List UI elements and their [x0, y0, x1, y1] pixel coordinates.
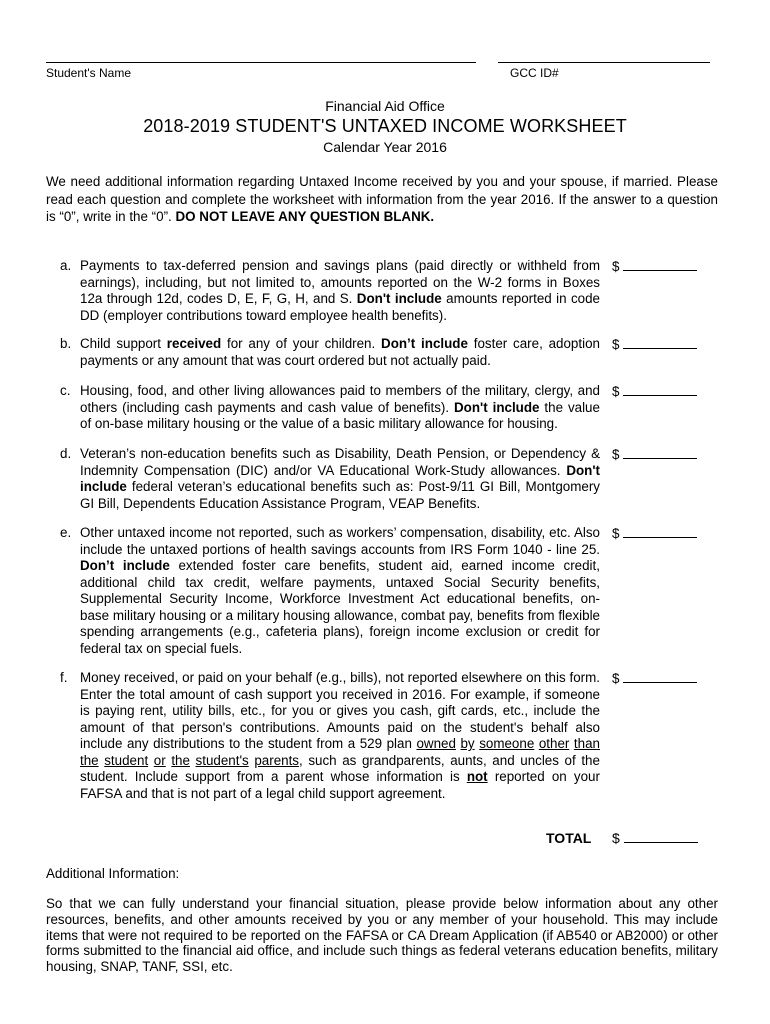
item-letter: a.: [60, 258, 72, 273]
item-f-underline: or: [153, 752, 166, 768]
item-b-part1: Child support: [80, 336, 161, 351]
item-c-amount[interactable]: [612, 383, 697, 401]
item-c-text: [80, 383, 600, 433]
student-name-label: Student's Name: [46, 66, 132, 80]
amount-blank[interactable]: [623, 525, 697, 538]
office-name: Financial Aid Office: [325, 98, 445, 114]
item-f-underline: someone: [479, 736, 535, 751]
gcc-id-label: GCC ID#: [510, 66, 559, 80]
dollar-sign: $: [612, 830, 620, 846]
item-b-received: received: [166, 336, 222, 351]
amount-blank[interactable]: [623, 258, 697, 271]
dollar-sign: $: [612, 671, 620, 686]
item-letter: d.: [60, 446, 72, 461]
item-f-part1: Money received, or paid on your behalf (e.g., bills), not reported elsewhere on this form. Enter the total amount of cash support you received in 2016. For example, if someone is paying rent, utility bills, etc., for you or gives you cash, gift cards, etc., include the amount of that person's contributions. Amounts paid on the student's behalf also include any distributions to the student from a 529 plan: [80, 670, 600, 751]
item-c-part2: the value of on-base military housing or the value of a basic military allowance for housing.: [80, 399, 600, 431]
item-b-part2: for any of your children.: [226, 336, 376, 351]
item-letter: e.: [60, 525, 72, 540]
item-d-amount[interactable]: [612, 446, 697, 464]
item-e-amount[interactable]: [612, 525, 697, 543]
dollar-sign: $: [612, 384, 620, 399]
additional-info-heading: Additional Information:: [46, 866, 180, 881]
worksheet-title: 2018-2019 STUDENT'S UNTAXED INCOME WORKSHEET: [143, 116, 627, 136]
item-f-underline: by: [460, 736, 475, 751]
item-f-not: not: [466, 769, 488, 784]
item-f-underline: other: [538, 736, 570, 751]
additional-info-text: So that we can fully understand your financial situation, please provide below information about any other resources, benefits, and other amounts received by you or any member of your household. This may include items that were not required to be reported on the FAFSA or CA Dream Application (if AB540 or AB2000) or other forms submitted to the financial aid office, and include such things as federal veterans education benefits, military housing, SNAP, TANF, SSI, etc.: [46, 896, 718, 975]
item-d-part1: Veteran’s non-education benefits such as Disability, Death Pension, or Dependency & Indemnity Compensation (DIC) and/or VA Educational Work-Study allowances.: [80, 446, 600, 478]
item-a-exclusion: Don't include: [356, 291, 442, 306]
item-f-underline: the: [171, 752, 190, 768]
amount-blank[interactable]: [623, 446, 697, 459]
item-f-underline: student: [104, 752, 149, 768]
item-letter: f.: [60, 670, 68, 685]
dollar-sign: $: [612, 447, 620, 462]
item-b: [60, 336, 600, 369]
item-e-part1: Other untaxed income not reported, such as workers’ compensation, disability, etc. Also include the untaxed portions of health savings accounts from IRS Form 1040 - line 25.: [80, 525, 600, 557]
item-b-part3: foster care, adoption payments or any amount that was court ordered but not actually paid.: [80, 336, 600, 368]
total-blank[interactable]: [624, 830, 698, 843]
item-d: [60, 446, 600, 512]
item-f-underline: owned: [416, 736, 456, 751]
item-b-exclusion: Don’t include: [381, 336, 468, 351]
item-a-part2: amounts reported in code DD (employer contributions toward employee health benefits).: [80, 291, 600, 323]
item-a-amount[interactable]: [612, 258, 697, 276]
item-f-underline: student's: [195, 752, 249, 768]
item-d-text: [80, 446, 600, 512]
item-c-part1: Housing, food, and other living allowances paid to members of the military, clergy, and others (including cash payments and cash value of benefits).: [80, 383, 600, 415]
item-c-exclusion: Don't include: [454, 399, 540, 415]
item-f-underline: the: [80, 752, 99, 768]
item-c: [60, 383, 600, 433]
item-b-amount[interactable]: [612, 336, 697, 354]
item-f-amount[interactable]: [612, 670, 697, 688]
item-e-part2: extended foster care benefits, student aid, earned income credit, additional child tax credit, welfare payments, untaxed Social Security benefits, Supplemental Security Income, Workforce Investment Act educational benefits, on-base military housing or a military housing allowance, combat pay, benefits from flexible spending arrangements (e.g., cafeteria plans), foreign income exclusion or credit for federal tax on special fuels.: [80, 558, 600, 656]
student-name-line[interactable]: [46, 62, 476, 63]
item-f-underline: than: [573, 736, 600, 751]
item-d-exclusion: Don't include: [80, 462, 600, 494]
total-amount[interactable]: [612, 830, 698, 846]
item-letter: b.: [60, 336, 72, 351]
item-f: [60, 670, 600, 802]
amount-blank[interactable]: [623, 383, 697, 396]
item-f-part3: reported on your FAFSA and that is not part of a legal child support agreement.: [80, 769, 600, 801]
intro-text: We need additional information regarding Untaxed Income received by you and your spouse, if married. Please read each question and complete the worksheet with information from the year 2016. If the answer to a question is “0”, write in the “0”.: [46, 174, 718, 224]
intro-warning: DO NOT LEAVE ANY QUESTION BLANK.: [175, 209, 435, 224]
intro-paragraph: [46, 173, 718, 226]
amount-blank[interactable]: [623, 670, 697, 683]
dollar-sign: $: [612, 526, 620, 541]
item-f-text: [80, 670, 600, 802]
item-e: [60, 525, 600, 657]
dollar-sign: $: [612, 337, 620, 352]
item-f-part2: , such as grandparents, aunts, and uncles of the student. Include support from a parent whose information is: [80, 752, 600, 784]
item-e-exclusion: Don’t include: [80, 558, 170, 573]
item-a-part1: Payments to tax-deferred pension and savings plans (paid directly or withheld from earnings), including, but not limited to, amounts reported on the W-2 forms in Boxes 12a through 12d, codes D, E, F, G, H, and S.: [80, 258, 600, 306]
item-a: [60, 258, 600, 324]
item-letter: c.: [60, 383, 71, 398]
calendar-year: Calendar Year 2016: [323, 139, 447, 155]
dollar-sign: $: [612, 259, 620, 274]
item-f-underline: parents: [254, 752, 300, 768]
item-d-part2: federal veteran’s educational benefits such as: Post-9/11 GI Bill, Montgomery GI Bill, Dependents Education Assistance Program, VEAP Benefits.: [80, 479, 600, 511]
item-a-text: [80, 258, 600, 324]
total-label: TOTAL: [546, 830, 592, 846]
gcc-id-line[interactable]: [498, 62, 710, 63]
item-e-text: [80, 525, 600, 657]
amount-blank[interactable]: [623, 336, 697, 349]
item-b-text: [80, 336, 600, 369]
